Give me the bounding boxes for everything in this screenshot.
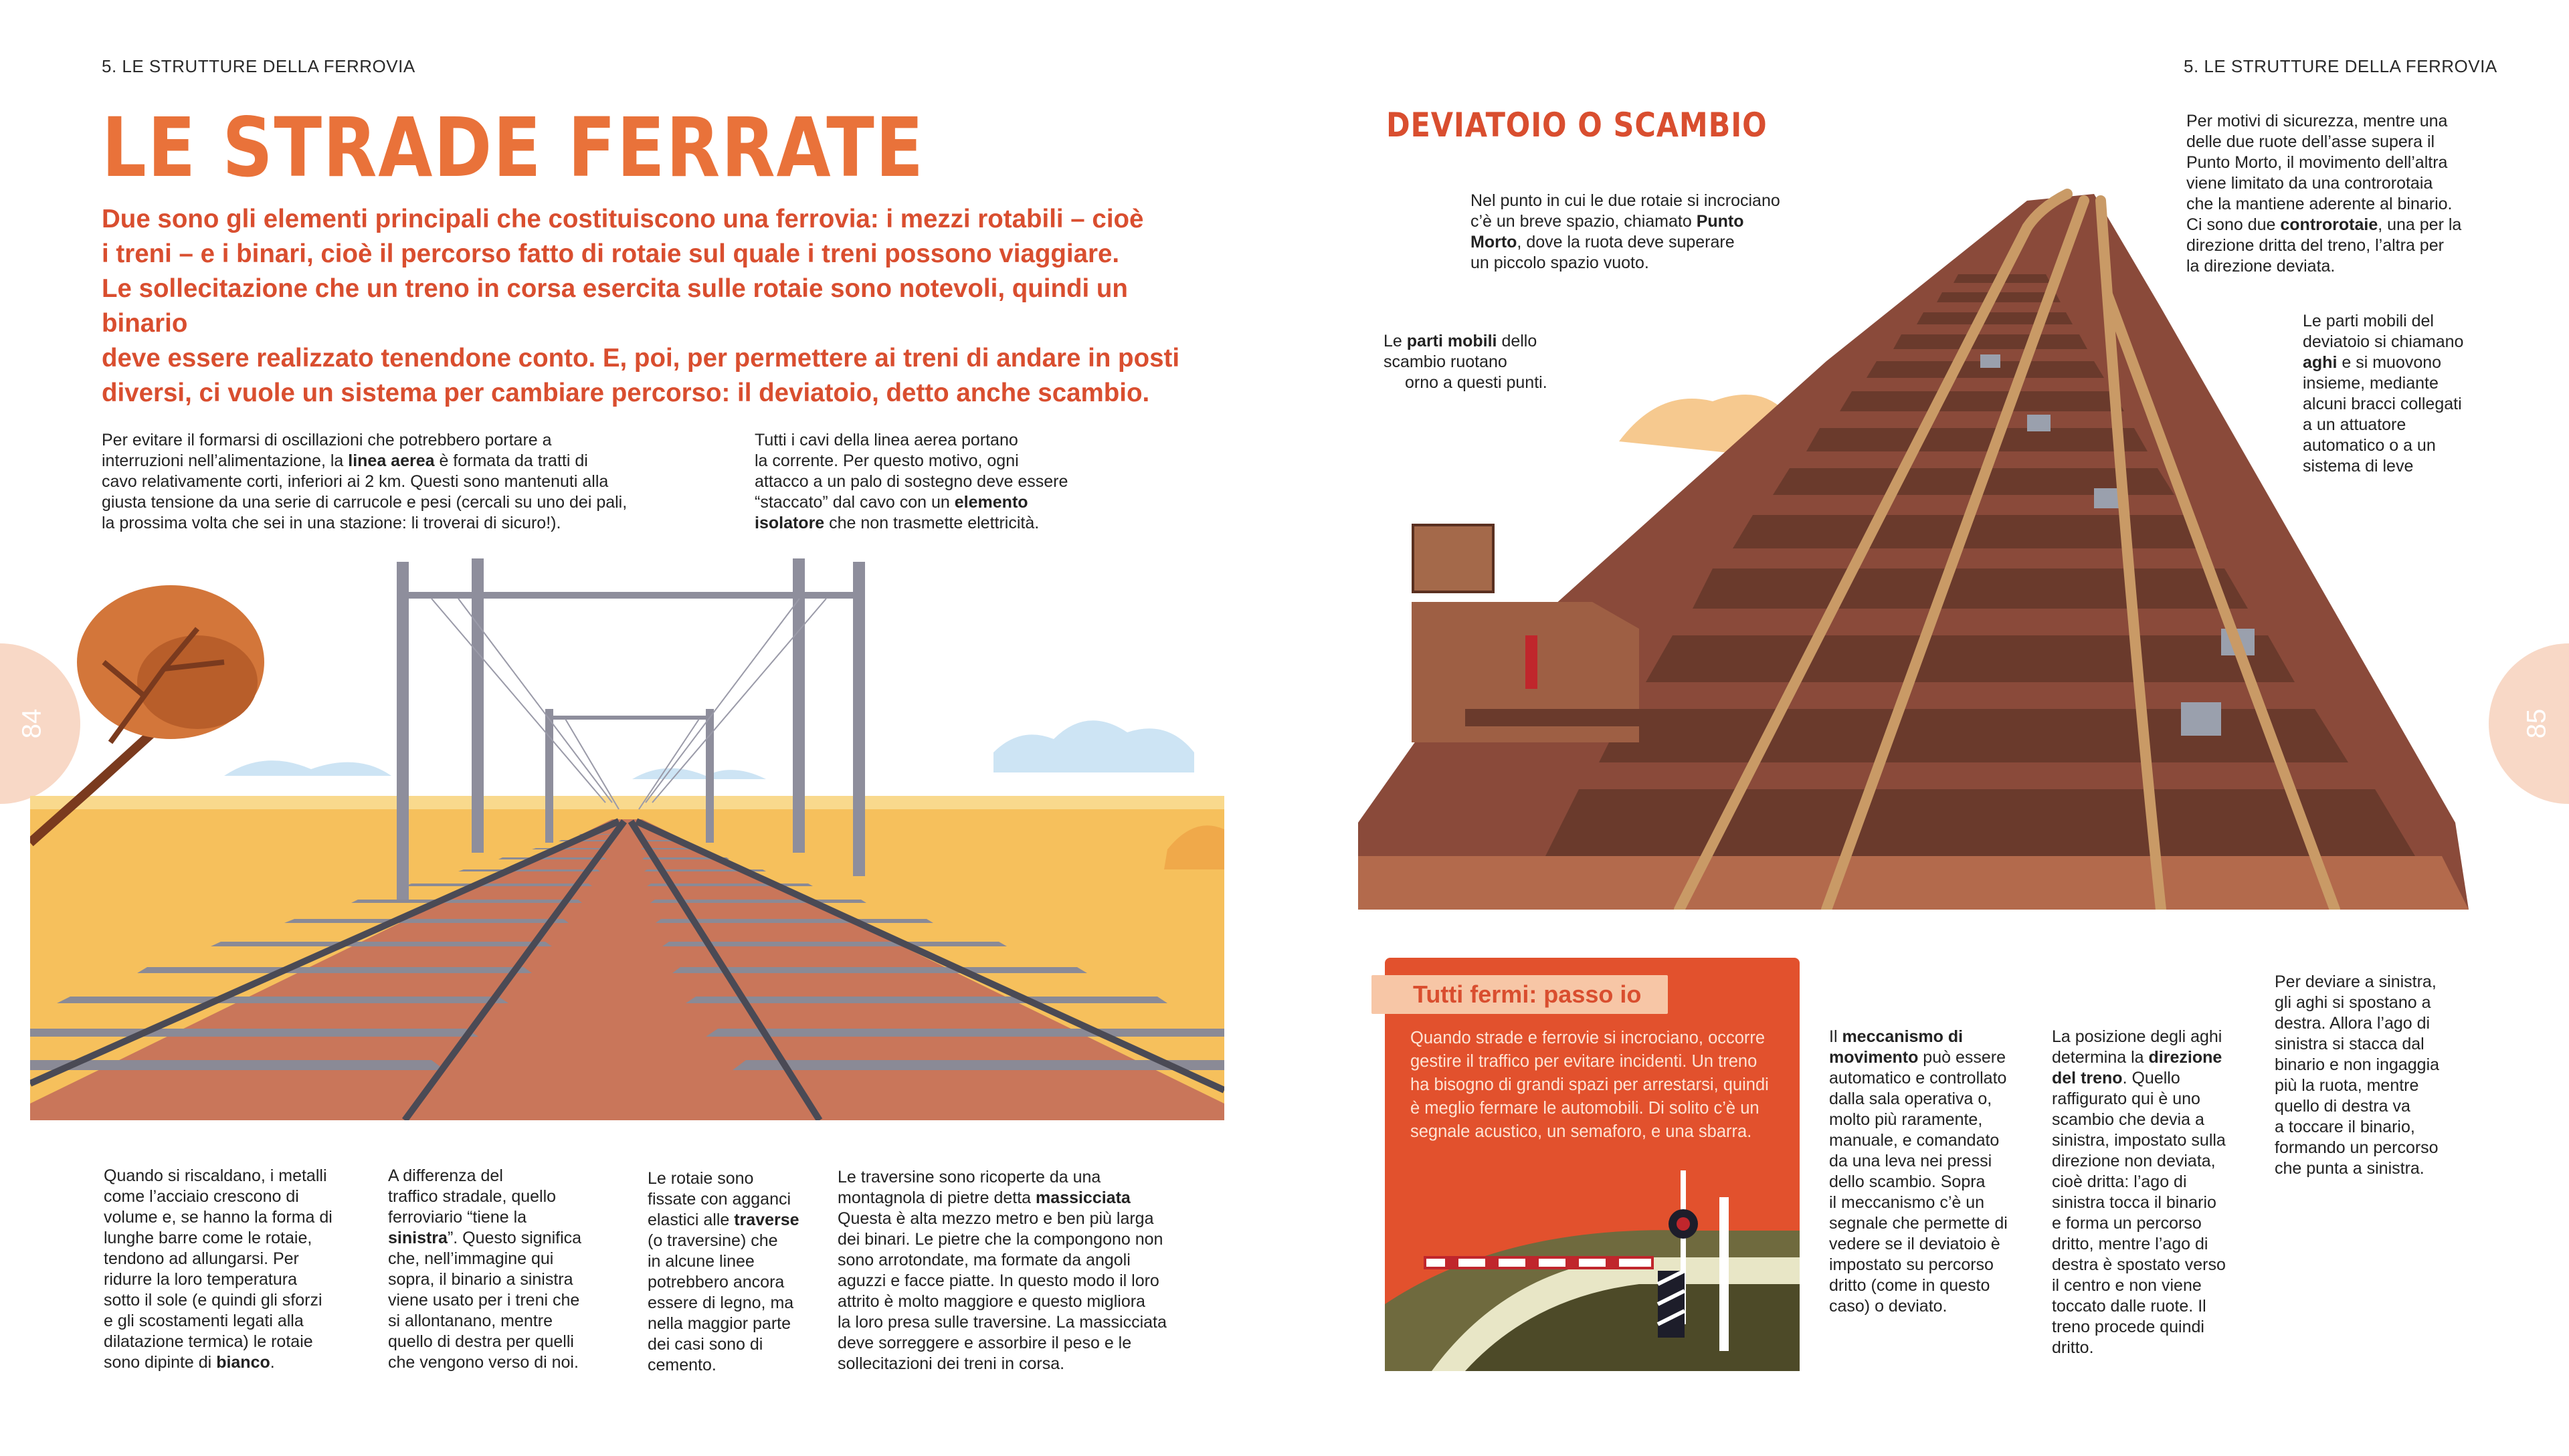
running-header-left: 5. LE STRUTTURE DELLA FERROVIA [102,56,415,76]
paragraph-cavi [755,430,1129,534]
text-line: la corrente. Per questo motivo, ogni [755,451,1019,470]
railway-illustration [30,555,1224,1120]
column-posizione: La posizione degli aghi determina la direzione del treno. Quello raffigurato qui è uno scambio che devia a sinistra, impostato sulla direzione non deviata, cioè dritta: l’ago di sinistra tocca il binario e forma un percorso dritto, mentre l’ago di destra è spostato verso il centro e non viene toccato dalle ruote. Il treno procede quindi dritto. [2052,1027,2226,1357]
switch-illustration [1358,187,2469,910]
column-metalli: Quando si riscaldano, i metalli come l’acciaio crescono di volume e, se hanno la forma di lunghe barre come le rotaie, tendono ad allungarsi. Per ridurre la loro temperatura sotto il sole (e quindi gli sforzi e gli scostamenti legati alla dilatazione termica) le rotaie sono dipinte di bianco. [104,1166,332,1372]
page-number-right: 85 [2522,708,2552,739]
lead-line: i treni – e i binari, cioè il percorso fatto di rotaie sul quale i treni possono viaggiare. [102,239,1120,268]
column-rotaie: Le rotaie sono fissate con agganci elastici alle traverse (o traversine) che in alcune linee potrebbero ancora essere di legno, ma nella maggior parte dei casi sono di cemento. [648,1169,799,1374]
text-line: “staccato” dal cavo con un elemento [755,493,1028,512]
lead-line: Le sollecitazione che un treno in corsa esercita sulle rotaie sono notevoli, quindi un binario [102,274,1128,338]
column-meccanismo: Il meccanismo di movimento può essere automatico e controllato dalla sala operativa o, molto più raramente, manuale, e comandato da una leva nei pressi dello scambio. Sopra il meccanismo c’è un segnale che permette di vedere se il deviatoio è impostato su percorso dritto (come in questo caso) o deviato. [1829,1027,2008,1316]
text-line: Per evitare il formarsi di oscillazioni che potrebbero portare a [102,431,552,449]
note-punto-morto: Nel punto in cui le due rotaie si incrociano c’è un breve spazio, chiamato Punto Morto, dove la ruota deve superare un piccolo spazio vuoto. [1470,191,1780,272]
note-sicurezza: Per motivi di sicurezza, mentre una delle due ruote dell’asse supera il Punto Morto, il movimento dell’altra viene limitato da una controrotaia che la mantiene aderente al binario. Ci sono due controrotaie, una per la direzione dritta del treno, l’altra per la direzione deviata. [2186,112,2462,276]
info-box-title: Tutti fermi: passo io [1371,975,1668,1014]
column-deviare: Per deviare a sinistra, gli aghi si spostano a destra. Allora l’ago di sinistra si stacca dal binario e non ingaggia più la ruota, mentre quello di destra va a toccare il binario, formando un percorso che punta a sinistra. [2275,972,2440,1178]
info-box-text: Quando strade e ferrovie si incrociano, occorre gestire il traffico per evitare incidenti. Un treno ha bisogno di grandi spazi per arrestarsi, quindi è meglio fermare le automobili. Di solito c’è un segnale acustico, un semaforo, e una sbarra. [1410,1029,1769,1141]
text-line: isolatore che non trasmette elettricità. [755,514,1040,532]
lead-line: Due sono gli elementi principali che costituiscono una ferrovia: i mezzi rotabili – cioè [102,205,1144,233]
page-number-tab-right [2489,643,2569,804]
text-line: giusta tensione da una serie di carrucole e pesi (cercali su uno dei pali, [102,493,628,512]
text-line: attacco a un palo di sostegno deve essere [755,472,1068,491]
page-number-left: 84 [17,708,47,739]
paragraph-linea-aerea [102,430,737,534]
text-line: interruzioni nell’alimentazione, la linea aerea è formata da tratti di [102,451,588,470]
text-line: cavo relativamente corti, inferiori ai 2 km. Questi sono mantenuti alla [102,472,609,491]
column-sinistra: A differenza del traffico stradale, quello ferroviario “tiene la sinistra”. Questo significa che, nell’immagine qui sopra, il binario a sinistra viene usato per i treni che si allontanano, mentre quello di destra per quelli che vengono verso di noi. [388,1166,582,1372]
section-title-deviatoio: DEVIATOIO O SCAMBIO [1386,106,1768,144]
level-crossing-illustration [1385,1170,1800,1371]
lead-line: deve essere realizzato tenendone conto. E, poi, per permettere ai treni di andare in posti [102,344,1180,373]
page-title: LE STRADE FERRATE [102,100,925,195]
lead-paragraph [102,202,1199,411]
lead-line: diversi, ci vuole un sistema per cambiare percorso: il deviatoio, detto anche scambio. [102,379,1150,407]
note-aghi: Le parti mobili del deviatoio si chiamano aghi e si muovono insieme, mediante alcuni bracci collegati a un attuatore automatico o a un sistema di leve [2303,312,2464,476]
text-line: la prossima volta che sei in una stazione: li troverai di sicuro!). [102,514,561,532]
note-parti-mobili: Le parti mobili dello scambio ruotano orno a questi punti. [1384,332,1547,392]
text-line: Tutti i cavi della linea aerea portano [755,431,1018,449]
column-traversine: Le traversine sono ricoperte da una montagnola di pietre detta massicciata Questa è alta mezzo metro e ben più larga dei binari. Le pietre che la compongono non sono arrotondate, ma formate da angoli aguzzi e facce piatte. In questo modo il loro attrito è molto maggiore e questo migliora la loro presa sulle traversine. La massicciata deve sorreggere e assorbire il peso e le sollecitazioni dei treni in corsa. [838,1168,1167,1373]
running-header-right: 5. LE STRUTTURE DELLA FERROVIA [2184,56,2497,76]
